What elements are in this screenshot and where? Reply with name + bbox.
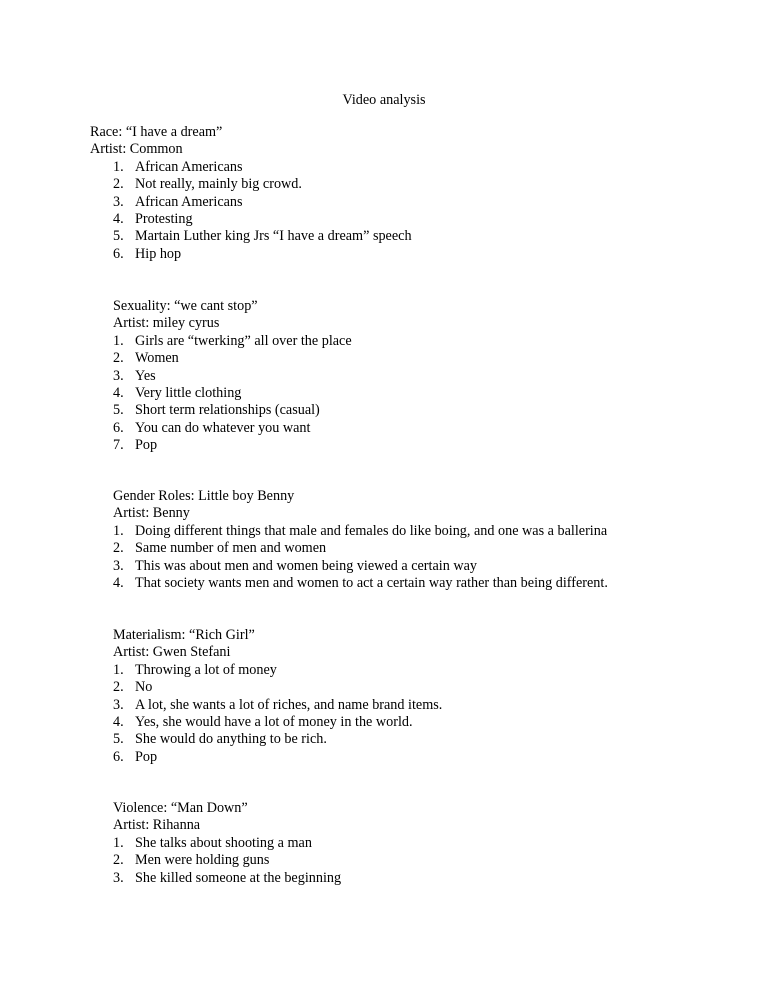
section-topic: Violence: “Man Down” <box>113 800 248 816</box>
section-materialism <box>0 627 442 766</box>
list-item: 7. Pop <box>113 437 158 454</box>
section-topic: Gender Roles: Little boy Benny <box>113 488 295 504</box>
list-item: 5. She would do anything to be rich. <box>113 731 327 748</box>
section-topic: Sexuality: “we cant stop” <box>113 298 258 314</box>
list-item: 3. She killed someone at the beginning <box>113 869 342 886</box>
list-item: 4. Protesting <box>113 210 193 227</box>
list-item: 3. African Americans <box>113 193 243 210</box>
list-item: 1. Throwing a lot of money <box>113 661 277 678</box>
list-item: 2. No <box>113 679 153 696</box>
list-item: 3. Yes <box>113 367 156 384</box>
section-violence <box>0 800 341 887</box>
list-item: 2. Not really, mainly big crowd. <box>113 176 302 193</box>
section-race <box>0 124 412 263</box>
list-item: 1. Doing different things that male and females do like boing, and one was a ballerina <box>113 522 608 539</box>
section-artist: Artist: Common <box>90 141 183 158</box>
section-topic: Race: “I have a dream” <box>90 124 223 140</box>
list-item: 5. Short term relationships (casual) <box>113 402 320 419</box>
list-item: 1. Girls are “twerking” all over the place <box>113 332 352 349</box>
list-item: 1. She talks about shooting a man <box>113 834 312 851</box>
section-artist: Artist: Benny <box>113 505 190 522</box>
list-item: 1. African Americans <box>113 158 243 175</box>
list-item: 4. Yes, she would have a lot of money in the world. <box>113 713 413 730</box>
list-item: 6. You can do whatever you want <box>113 419 311 436</box>
list-item: 2. Women <box>113 350 179 367</box>
section-artist: Artist: miley cyrus <box>113 315 220 332</box>
list-item: 2. Same number of men and women <box>113 540 327 557</box>
list-item: 5. Martain Luther king Jrs “I have a dream” speech <box>113 228 412 245</box>
list-item: 2. Men were holding guns <box>113 852 270 869</box>
section-sexuality <box>0 298 352 455</box>
section-artist: Artist: Rihanna <box>113 817 201 834</box>
section-gender-roles <box>0 488 608 592</box>
section-topic: Materialism: “Rich Girl” <box>113 627 255 643</box>
list-item: 3. A lot, she wants a lot of riches, and name brand items. <box>113 696 443 713</box>
list-item: 4. Very little clothing <box>113 384 242 401</box>
document-title: Video analysis <box>342 92 426 108</box>
list-item: 3. This was about men and women being viewed a certain way <box>113 557 477 574</box>
section-artist: Artist: Gwen Stefani <box>113 644 231 661</box>
list-item: 4. That society wants men and women to act a certain way rather than being different. <box>113 574 608 591</box>
list-item: 6. Pop <box>113 748 158 765</box>
list-item: 6. Hip hop <box>113 245 182 262</box>
